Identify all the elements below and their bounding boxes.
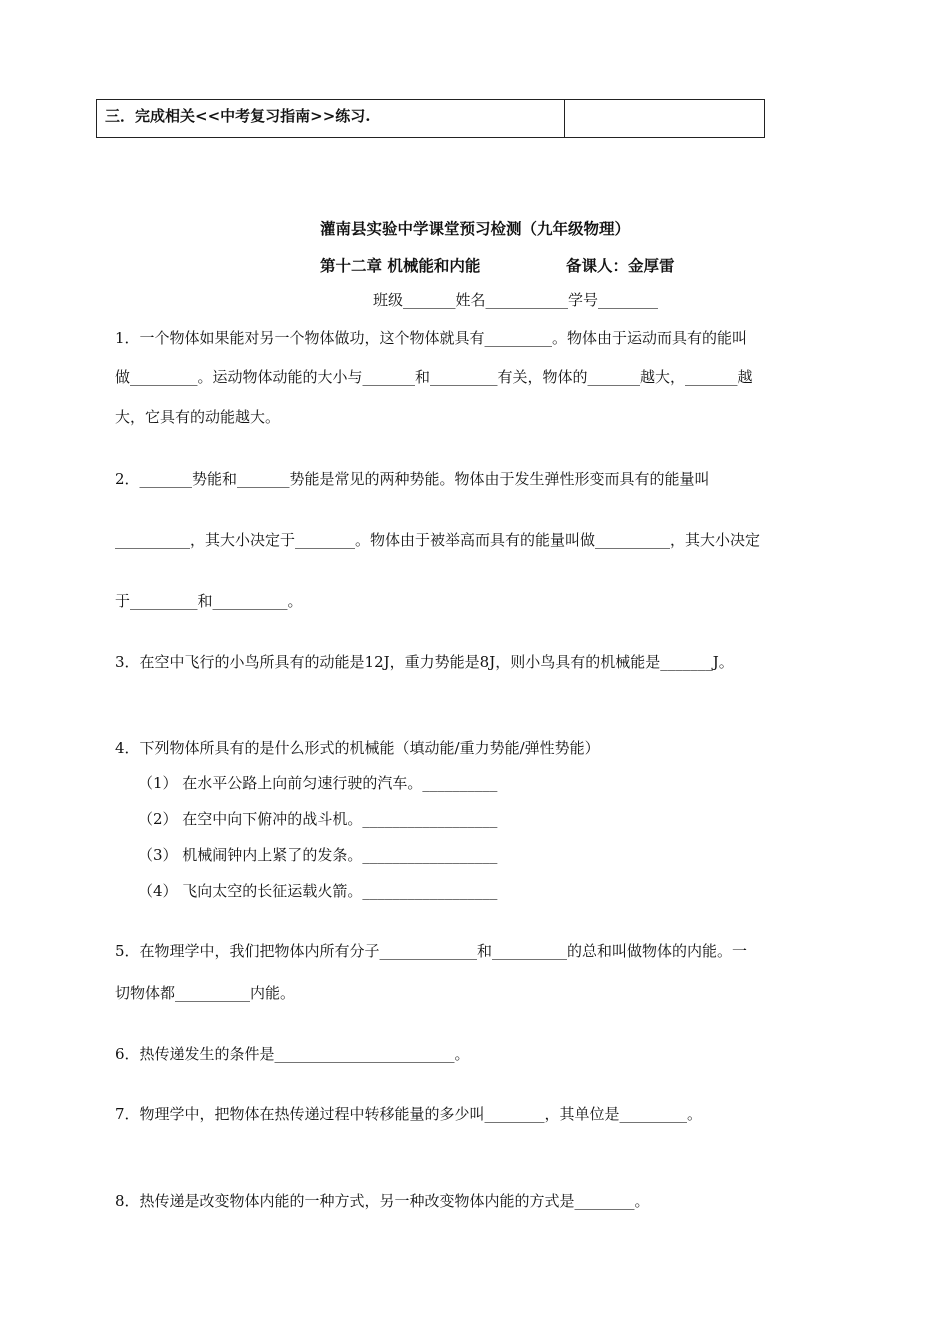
question-8: 8．热传递是改变物体内能的一种方式，另一种改变物体内能的方式是________。 bbox=[115, 1192, 650, 1210]
page-title: 灌南县实验中学课堂预习检测（九年级物理） bbox=[319, 219, 630, 238]
question-6: 6．热传递发生的条件是________________________。 bbox=[115, 1045, 470, 1063]
table-row bbox=[97, 100, 765, 138]
question-2-line-2: __________，其大小决定于________。物体由于被举高而具有的能量叫做__________，其大小决定 bbox=[115, 531, 761, 549]
question-2-line-3: 于_________和__________。 bbox=[115, 592, 303, 610]
student-info-line: 班级_______姓名___________学号________ bbox=[373, 291, 659, 309]
question-7: 7．物理学中，把物体在热传递过程中转移能量的多少叫________，其单位是_________。 bbox=[115, 1105, 703, 1123]
question-4-item-2: （2） 在空中向下俯冲的战斗机。__________________ bbox=[138, 810, 498, 828]
chapter-title: 第十二章 机械能和内能 bbox=[320, 256, 481, 275]
question-2-line-1: 2．_______势能和_______势能是常见的两种势能。物体由于发生弹性形变而具有的能量叫 bbox=[115, 470, 710, 488]
question-4: 4．下列物体所具有的是什么形式的机械能（填动能/重力势能/弹性势能） bbox=[115, 739, 600, 757]
instruction-table bbox=[96, 99, 765, 138]
question-4-item-1: （1） 在水平公路上向前匀速行驶的汽车。__________ bbox=[138, 774, 498, 792]
preparer-label: 备课人：金厚雷 bbox=[566, 256, 675, 275]
question-1-line-1: 1．一个物体如果能对另一个物体做功，这个物体就具有_________。物体由于运动而具有的能叫 bbox=[115, 329, 748, 347]
question-5-line-2: 切物体都__________内能。 bbox=[115, 984, 296, 1002]
table-cell-task: 三．完成相关<<中考复习指南>>练习. bbox=[97, 100, 565, 138]
table-cell-empty bbox=[565, 100, 765, 138]
question-1-line-2: 做_________。运动物体动能的大小与_______和_________有关，物体的_______越大，_______越 bbox=[115, 368, 753, 386]
question-4-item-3: （3） 机械闹钟内上紧了的发条。__________________ bbox=[138, 846, 498, 864]
question-1-line-3: 大，它具有的动能越大。 bbox=[115, 408, 281, 426]
question-3: 3．在空中飞行的小鸟所具有的动能是12J，重力势能是8J，则小鸟具有的机械能是_______J。 bbox=[115, 653, 734, 671]
question-4-item-4: （4） 飞向太空的长征运载火箭。__________________ bbox=[138, 882, 498, 900]
question-5-line-1: 5．在物理学中，我们把物体内所有分子_____________和__________的总和叫做物体的内能。一 bbox=[115, 942, 748, 960]
